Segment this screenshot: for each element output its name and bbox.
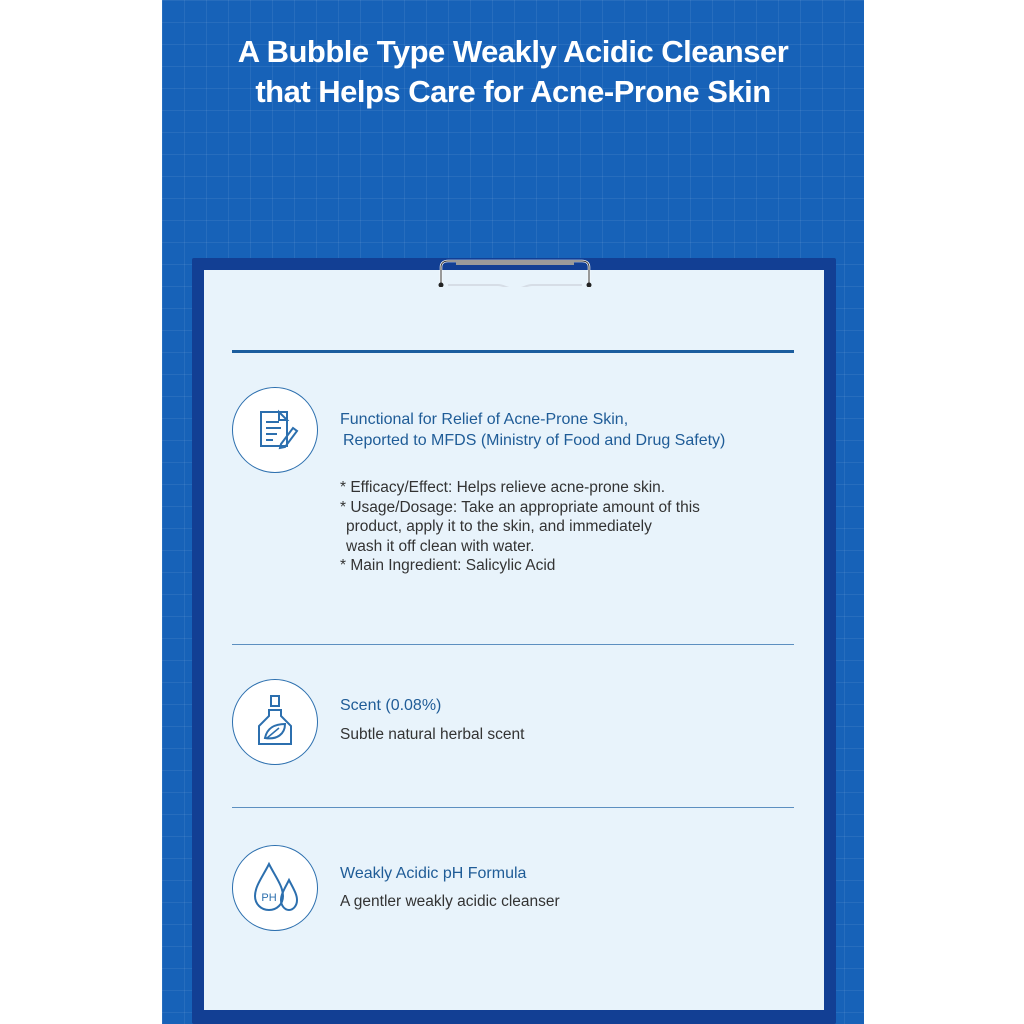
- efficacy-title: [340, 409, 725, 451]
- note-usage-line-3: wash it off clean with water.: [346, 537, 535, 555]
- note-usage-line-1: * Usage/Dosage: Take an appropriate amount of this: [340, 498, 700, 516]
- product-poster: [162, 0, 864, 1024]
- ph-droplets-icon: [232, 845, 318, 931]
- scent-title: Scent (0.08%): [340, 697, 442, 714]
- clipboard-clip: [438, 259, 592, 287]
- ph-title: Weakly Acidic pH Formula: [340, 865, 527, 882]
- note-usage-line-2: product, apply it to the skin, and immediately: [346, 518, 652, 536]
- section-divider-2: [232, 807, 794, 808]
- note-usage: [340, 498, 700, 557]
- document-pen-icon: [232, 387, 318, 473]
- efficacy-notes: [340, 478, 700, 576]
- efficacy-title-line-2: Reported to MFDS (Ministry of Food and Drug Safety): [343, 432, 726, 449]
- headline-line-2: that Helps Care for Acne-Prone Skin: [255, 74, 771, 109]
- top-divider: [232, 350, 794, 353]
- clipboard-paper: [204, 270, 824, 1010]
- note-efficacy-text: * Efficacy/Effect: Helps relieve acne-prone skin.: [340, 479, 666, 496]
- headline: [162, 32, 864, 112]
- section-divider-1: [232, 644, 794, 645]
- note-ingredient: [340, 556, 700, 576]
- note-efficacy: [340, 478, 700, 498]
- efficacy-title-line-1: Functional for Relief of Acne-Prone Skin,: [340, 411, 629, 428]
- scent-description: Subtle natural herbal scent: [340, 726, 525, 743]
- ph-icon-label: PH: [261, 892, 277, 904]
- note-ingredient-text: * Main Ingredient: Salicylic Acid: [340, 557, 556, 575]
- ph-description: A gentler weakly acidic cleanser: [340, 893, 560, 910]
- herbal-bottle-icon: [232, 679, 318, 765]
- headline-line-1: A Bubble Type Weakly Acidic Cleanser: [237, 34, 789, 69]
